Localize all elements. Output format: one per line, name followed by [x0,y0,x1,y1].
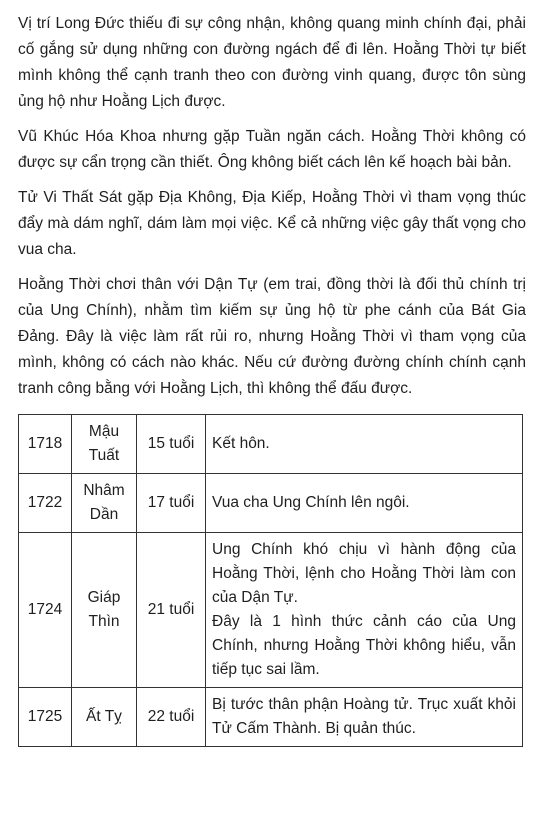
table-row [19,415,523,474]
event-cell [206,688,523,747]
event-cell [206,474,523,533]
cycle-cell: Ất Tỵ [72,688,137,747]
year-cell: 1724 [19,533,72,688]
age-cell: 17 tuổi [137,474,206,533]
age-cell: 15 tuổi [137,415,206,474]
event-text: Bị tước thân phận Hoàng tử. Trục xuất khỏi Tử Cấm Thành. Bị quản thúc. [212,696,516,737]
age-cell: 21 tuổi [137,533,206,688]
event-text: Kết hôn. [212,435,270,452]
age-cell: 22 tuổi [137,688,206,747]
timeline-table [18,414,523,747]
paragraph-vu-khuc: Vũ Khúc Hóa Khoa nhưng gặp Tuần ngăn cách. Hoằng Thời không có được sự cẩn trọng cần thiết. Ông không biết cách lên kế hoạch bài bản. [18,128,526,171]
event-text: Đây là 1 hình thức cảnh cáo của Ung Chính, nhưng Hoằng Thời không hiểu, vẫn tiếp tục sai lầm. [212,613,516,678]
cycle-cell: Giáp Thìn [72,533,137,688]
table-row [19,533,523,688]
event-cell [206,533,523,688]
year-cell: 1725 [19,688,72,747]
paragraph-long-duc: Vị trí Long Đức thiếu đi sự công nhận, không quang minh chính đại, phải cố gắng sử dụng những con đường ngách để đi lên. Hoằng Thời tự biết mình không thể cạnh tranh theo con đường vinh quang, được tôn sùng ủng hộ như Hoằng Lịch được. [18,15,526,110]
table-row [19,688,523,747]
paragraph-tu-vi: Tử Vi Thất Sát gặp Địa Không, Địa Kiếp, Hoằng Thời vì tham vọng thúc đẩy mà dám nghĩ, dám làm mọi việc. Kể cả những việc gây thất vọng cho vua cha. [18,189,526,258]
paragraph-dan-tu: Hoằng Thời chơi thân với Dận Tự (em trai, đồng thời là đối thủ chính trị của Ung Chính), nhằm tìm kiếm sự ủng hộ từ phe cánh của Bát Gia Đảng. Đây là việc làm rất rủi ro, nhưng Hoằng Thời vì tham vọng của mình, không có cách nào khác. Nếu cứ đường đường chính chính cạnh tranh công bằng với Hoằng Lịch, thì không thể đấu được. [18,276,526,397]
cycle-cell: Mậu Tuất [72,415,137,474]
cycle-cell: Nhâm Dần [72,474,137,533]
table-row [19,474,523,533]
event-text: Vua cha Ung Chính lên ngôi. [212,494,410,511]
year-cell: 1718 [19,415,72,474]
year-cell: 1722 [19,474,72,533]
event-text: Ung Chính khó chịu vì hành động của Hoằng Thời, lệnh cho Hoằng Thời làm con của Dận Tự. [212,541,516,606]
event-cell [206,415,523,474]
